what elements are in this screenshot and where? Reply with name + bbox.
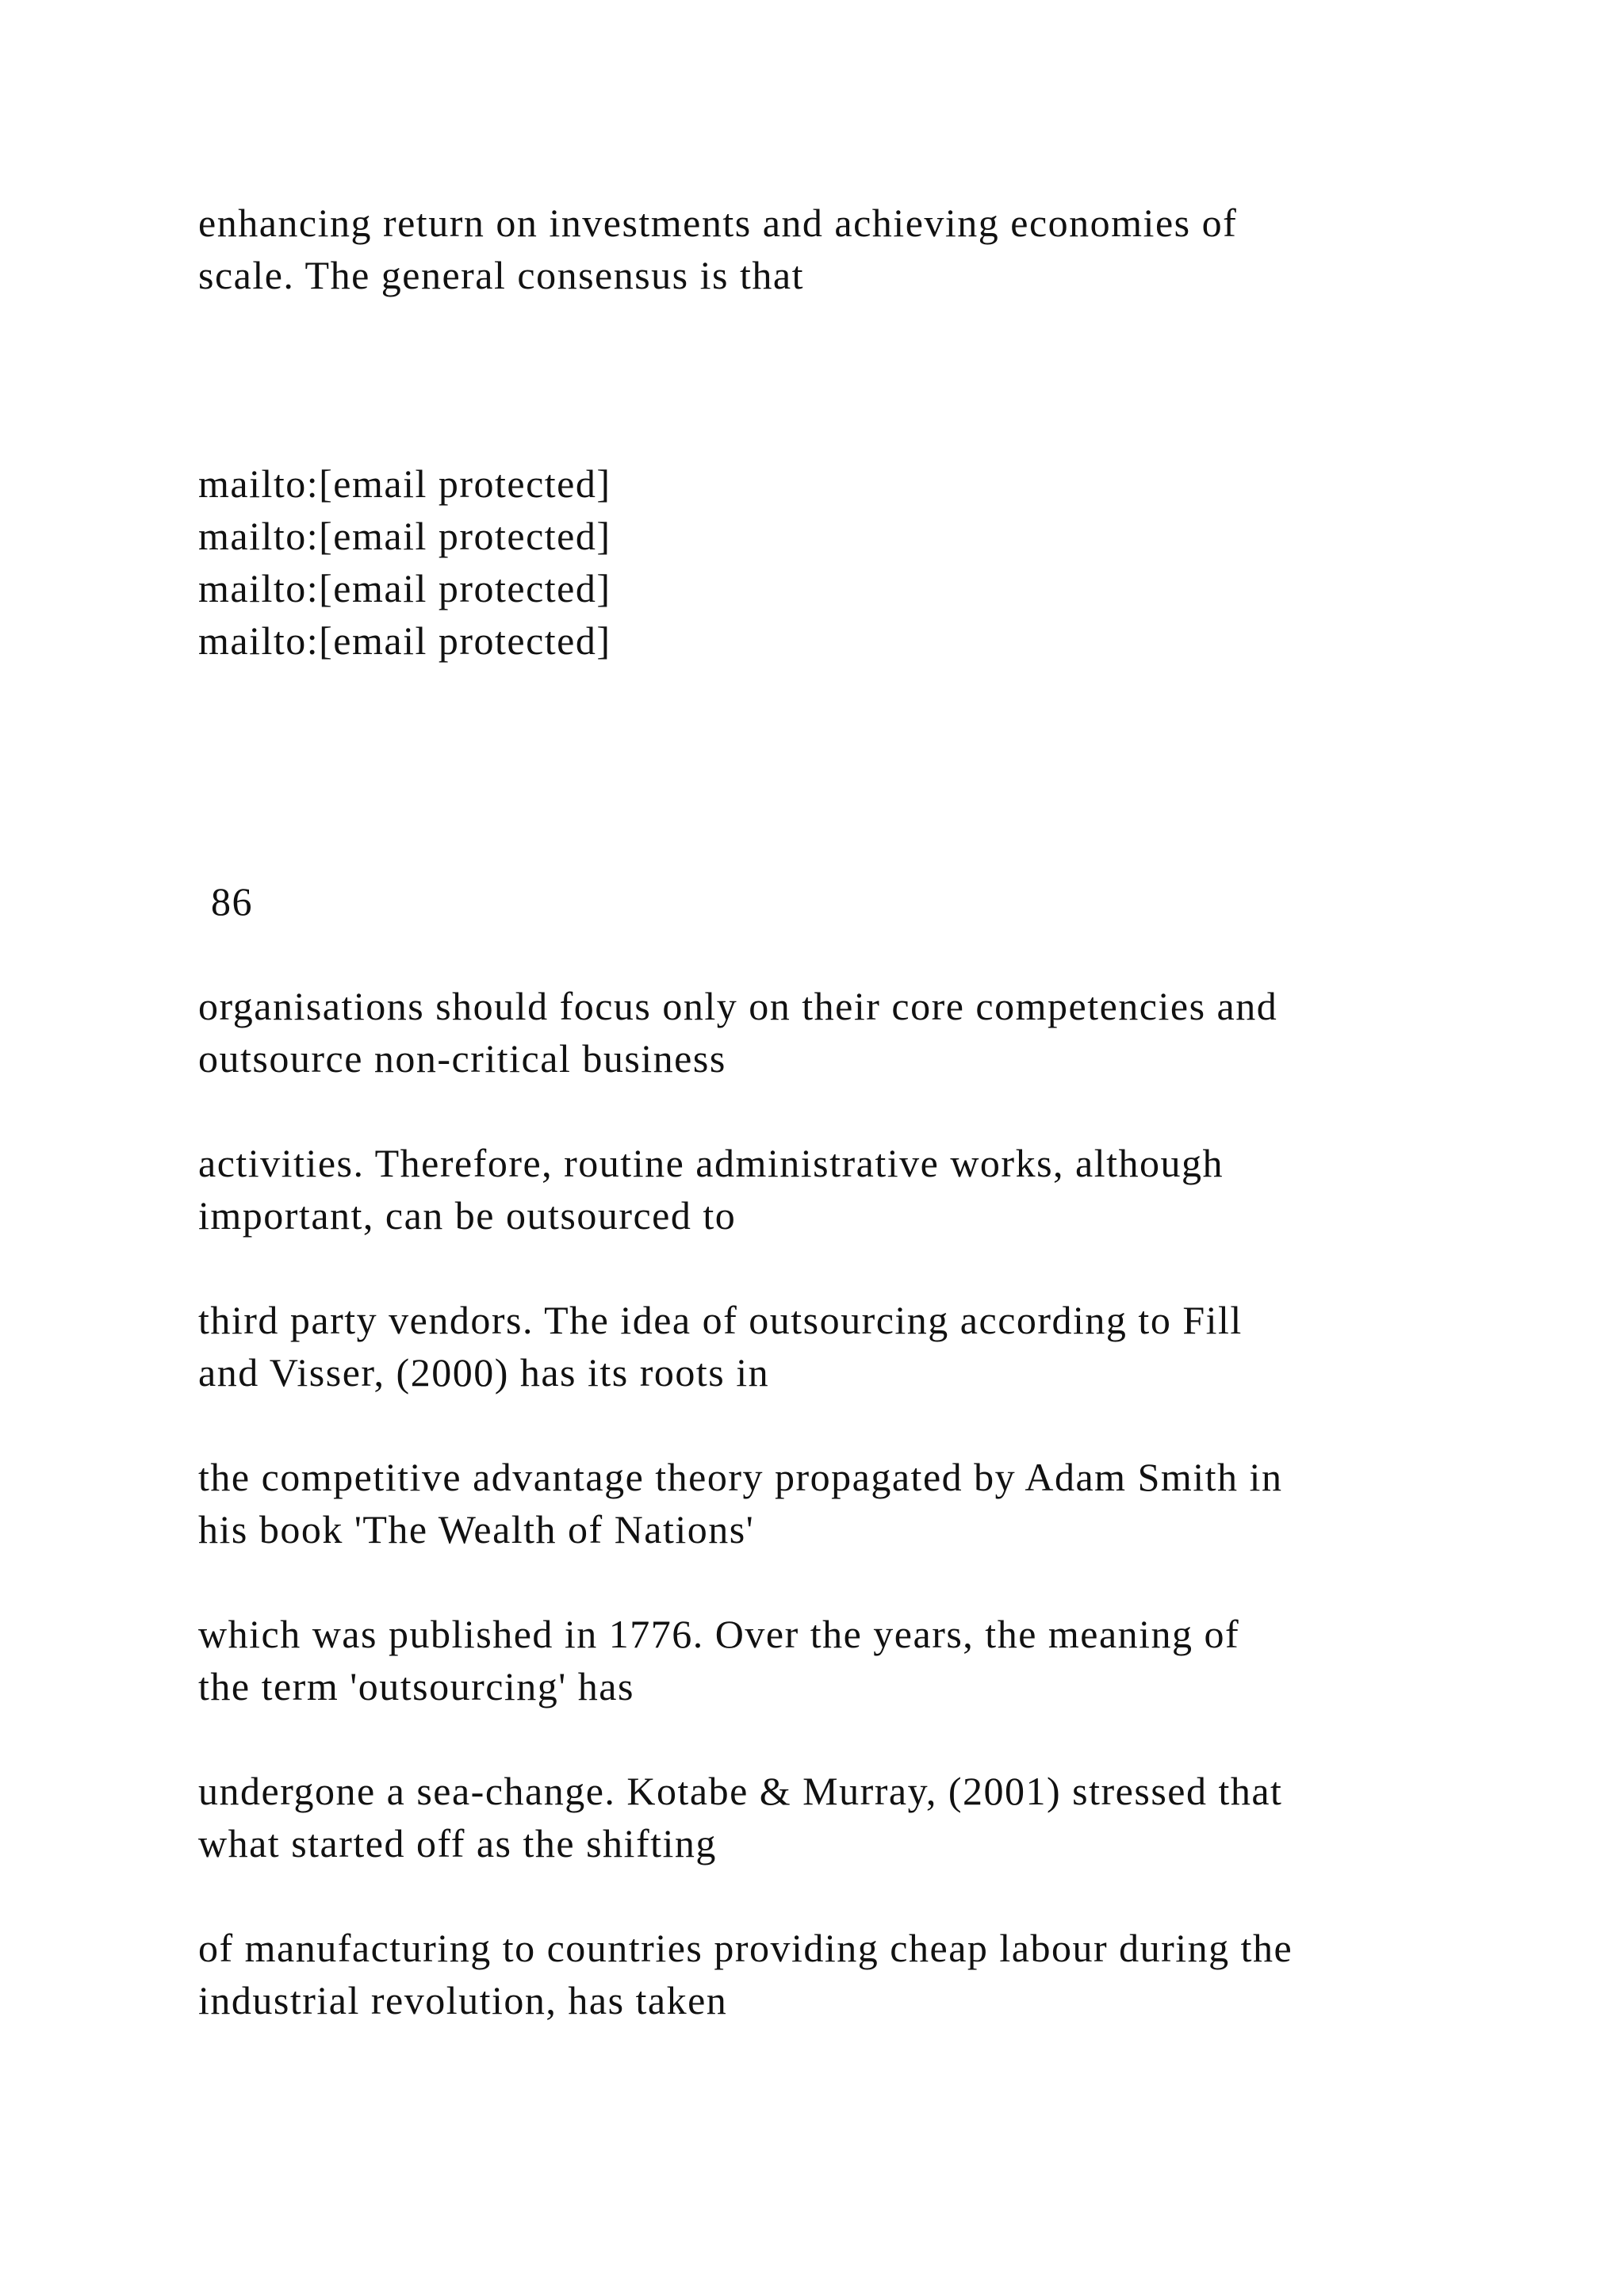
text-line: and Visser, (2000) has its roots in (198, 1350, 770, 1395)
text-line: what started off as the shifting (198, 1821, 717, 1866)
text-line: important, can be outsourced to (198, 1193, 737, 1238)
text-line: organisations should focus only on their core competencies and (198, 984, 1278, 1028)
mailto-link[interactable]: mailto:[email protected] (198, 461, 611, 506)
body-paragraph (198, 980, 1507, 1085)
text-line: scale. The general consensus is that (198, 253, 804, 297)
text-line: which was published in 1776. Over the years, the meaning of (198, 1612, 1240, 1656)
text-line: enhancing return on investments and achieving economies of (198, 201, 1238, 245)
text-line: the term 'outsourcing' has (198, 1664, 634, 1709)
mailto-link[interactable]: mailto:[email protected] (198, 566, 611, 610)
text-line: of manufacturing to countries providing cheap labour during the (198, 1926, 1293, 1970)
page-number: 86 (211, 879, 253, 924)
mailto-link[interactable]: mailto:[email protected] (198, 618, 611, 663)
text-line: his book 'The Wealth of Nations' (198, 1507, 755, 1552)
text-line: the competitive advantage theory propagated by Adam Smith in (198, 1455, 1283, 1499)
text-line: activities. Therefore, routine administrative works, although (198, 1141, 1224, 1185)
text-line: outsource non-critical business (198, 1036, 726, 1081)
body-paragraph (198, 1922, 1507, 2026)
intro-paragraph (198, 197, 1507, 301)
body-paragraph (198, 1294, 1507, 1399)
body-paragraph (198, 1765, 1507, 1869)
text-line: third party vendors. The idea of outsourcing according to Fill (198, 1298, 1243, 1342)
body-paragraph (198, 1137, 1507, 1242)
mailto-link[interactable]: mailto:[email protected] (198, 514, 611, 558)
mailto-link-list (198, 457, 1507, 667)
body-paragraph (198, 1451, 1507, 1556)
body-paragraph (198, 1608, 1507, 1712)
text-line: undergone a sea-change. Kotabe & Murray, (2001) stressed that (198, 1769, 1283, 1813)
text-line: industrial revolution, has taken (198, 1978, 728, 2022)
